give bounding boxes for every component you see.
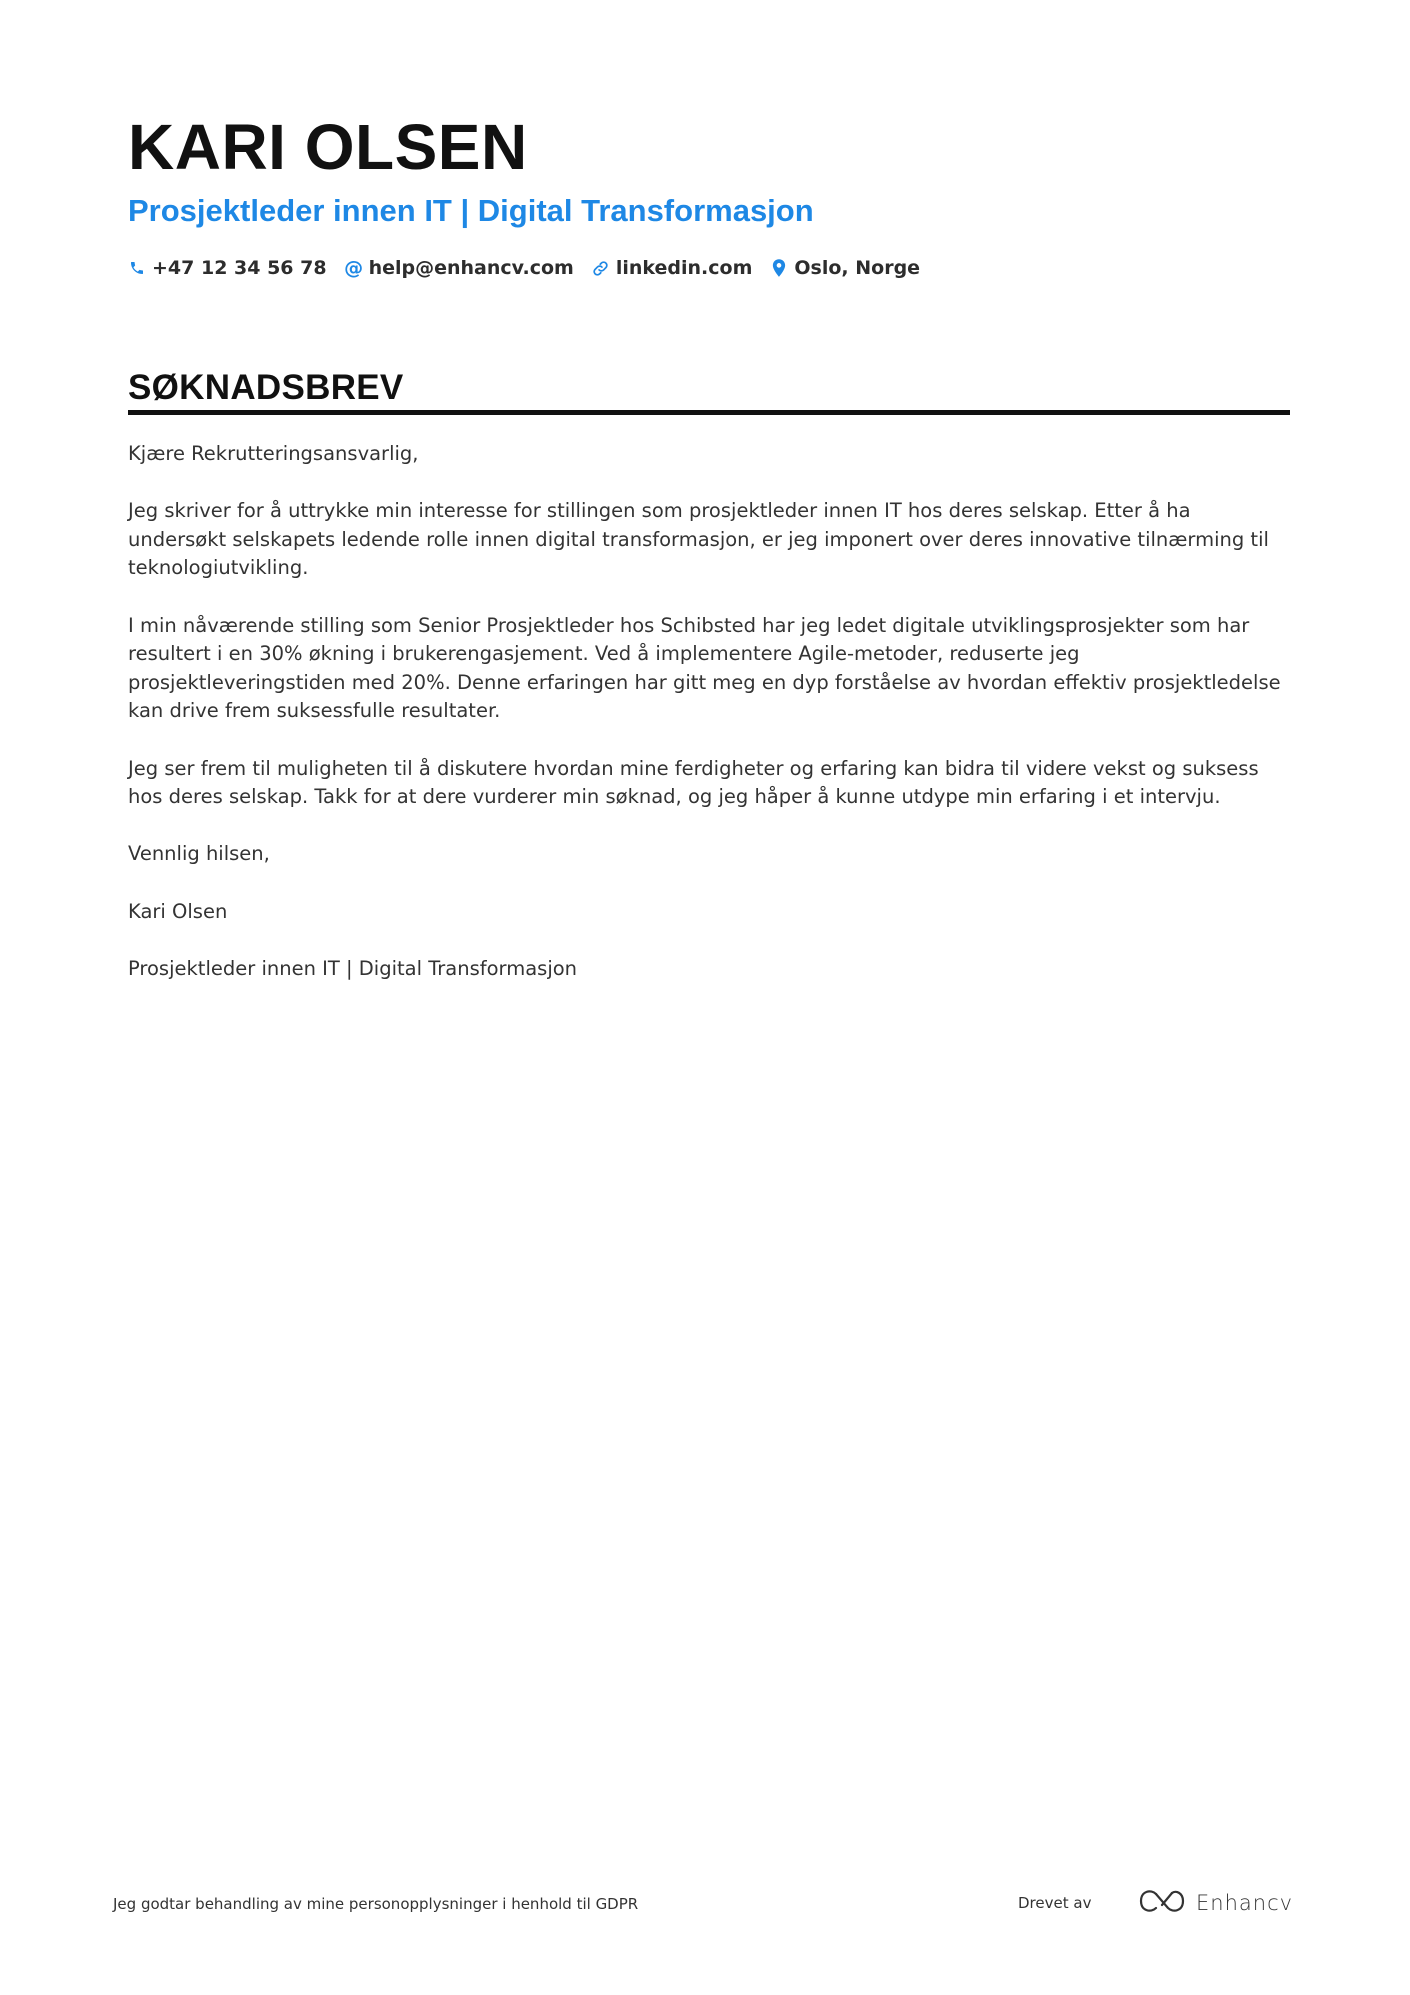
phone-icon xyxy=(128,259,146,277)
enhancv-logo-icon xyxy=(1138,1888,1186,1918)
signature-title: Prosjektleder innen IT | Digital Transformasjon xyxy=(128,956,578,980)
gdpr-consent-text: Jeg godtar behandling av mine personopplysninger i henhold til GDPR xyxy=(113,1895,639,1913)
brand-logo[interactable] xyxy=(1138,1888,1293,1918)
letter-body xyxy=(128,440,1290,1012)
at-icon: @ xyxy=(344,257,364,279)
contact-bar xyxy=(128,253,938,283)
letter-paragraph: Jeg ser frem til muligheten til å diskutere hvordan mine ferdigheter og erfaring kan bidra til videre vekst og suksess hos deres selskap. Takk for at dere vurderer min søknad, og jeg håper å kunne utdype min erfaring i et intervju. xyxy=(128,756,1259,809)
candidate-name: KARI OLSEN xyxy=(128,111,528,183)
link-icon xyxy=(592,259,610,277)
contact-phone[interactable] xyxy=(128,257,327,279)
contact-email[interactable] xyxy=(345,257,574,279)
candidate-headline: Prosjektleder innen IT | Digital Transformasjon xyxy=(128,193,814,228)
contact-email-text: help@enhancv.com xyxy=(368,257,574,279)
contact-location-text: Oslo, Norge xyxy=(794,257,921,279)
letter-paragraph: I min nåværende stilling som Senior Prosjektleder hos Schibsted har jeg ledet digitale utviklingsprosjekter som har resultert i en 30% økning i brukerengasjement. Ved å implementere Agile-metoder, reduserte jeg prosjektleveringstiden med 20%. Denne erfaringen har gitt meg en dyp forståelse av hvordan effektiv prosjektledelse kan drive frem suksessfulle resultater. xyxy=(128,613,1281,723)
contact-phone-text: +47 12 34 56 78 xyxy=(152,257,327,279)
letter-greeting: Kjære Rekrutteringsansvarlig, xyxy=(128,442,419,465)
section-divider xyxy=(128,410,1290,415)
contact-location xyxy=(770,257,920,279)
letter-closing: Vennlig hilsen, xyxy=(128,842,270,866)
contact-link-text: linkedin.com xyxy=(615,257,753,279)
location-pin-icon xyxy=(770,259,788,277)
section-title: SØKNADSBREV xyxy=(128,368,404,407)
powered-by-label: Drevet av xyxy=(1018,1894,1092,1912)
contact-link[interactable] xyxy=(592,257,753,279)
signature-name: Kari Olsen xyxy=(128,899,228,923)
letter-paragraph: Jeg skriver for å uttrykke min interesse for stillingen som prosjektleder innen IT hos deres selskap. Etter å ha undersøkt selskapets ledende rolle innen digital transformasjon, er jeg imponert over deres innovative tilnærming til teknologiutvikling. xyxy=(128,499,1269,580)
brand-wordmark: Enhancv xyxy=(1196,1891,1294,1915)
